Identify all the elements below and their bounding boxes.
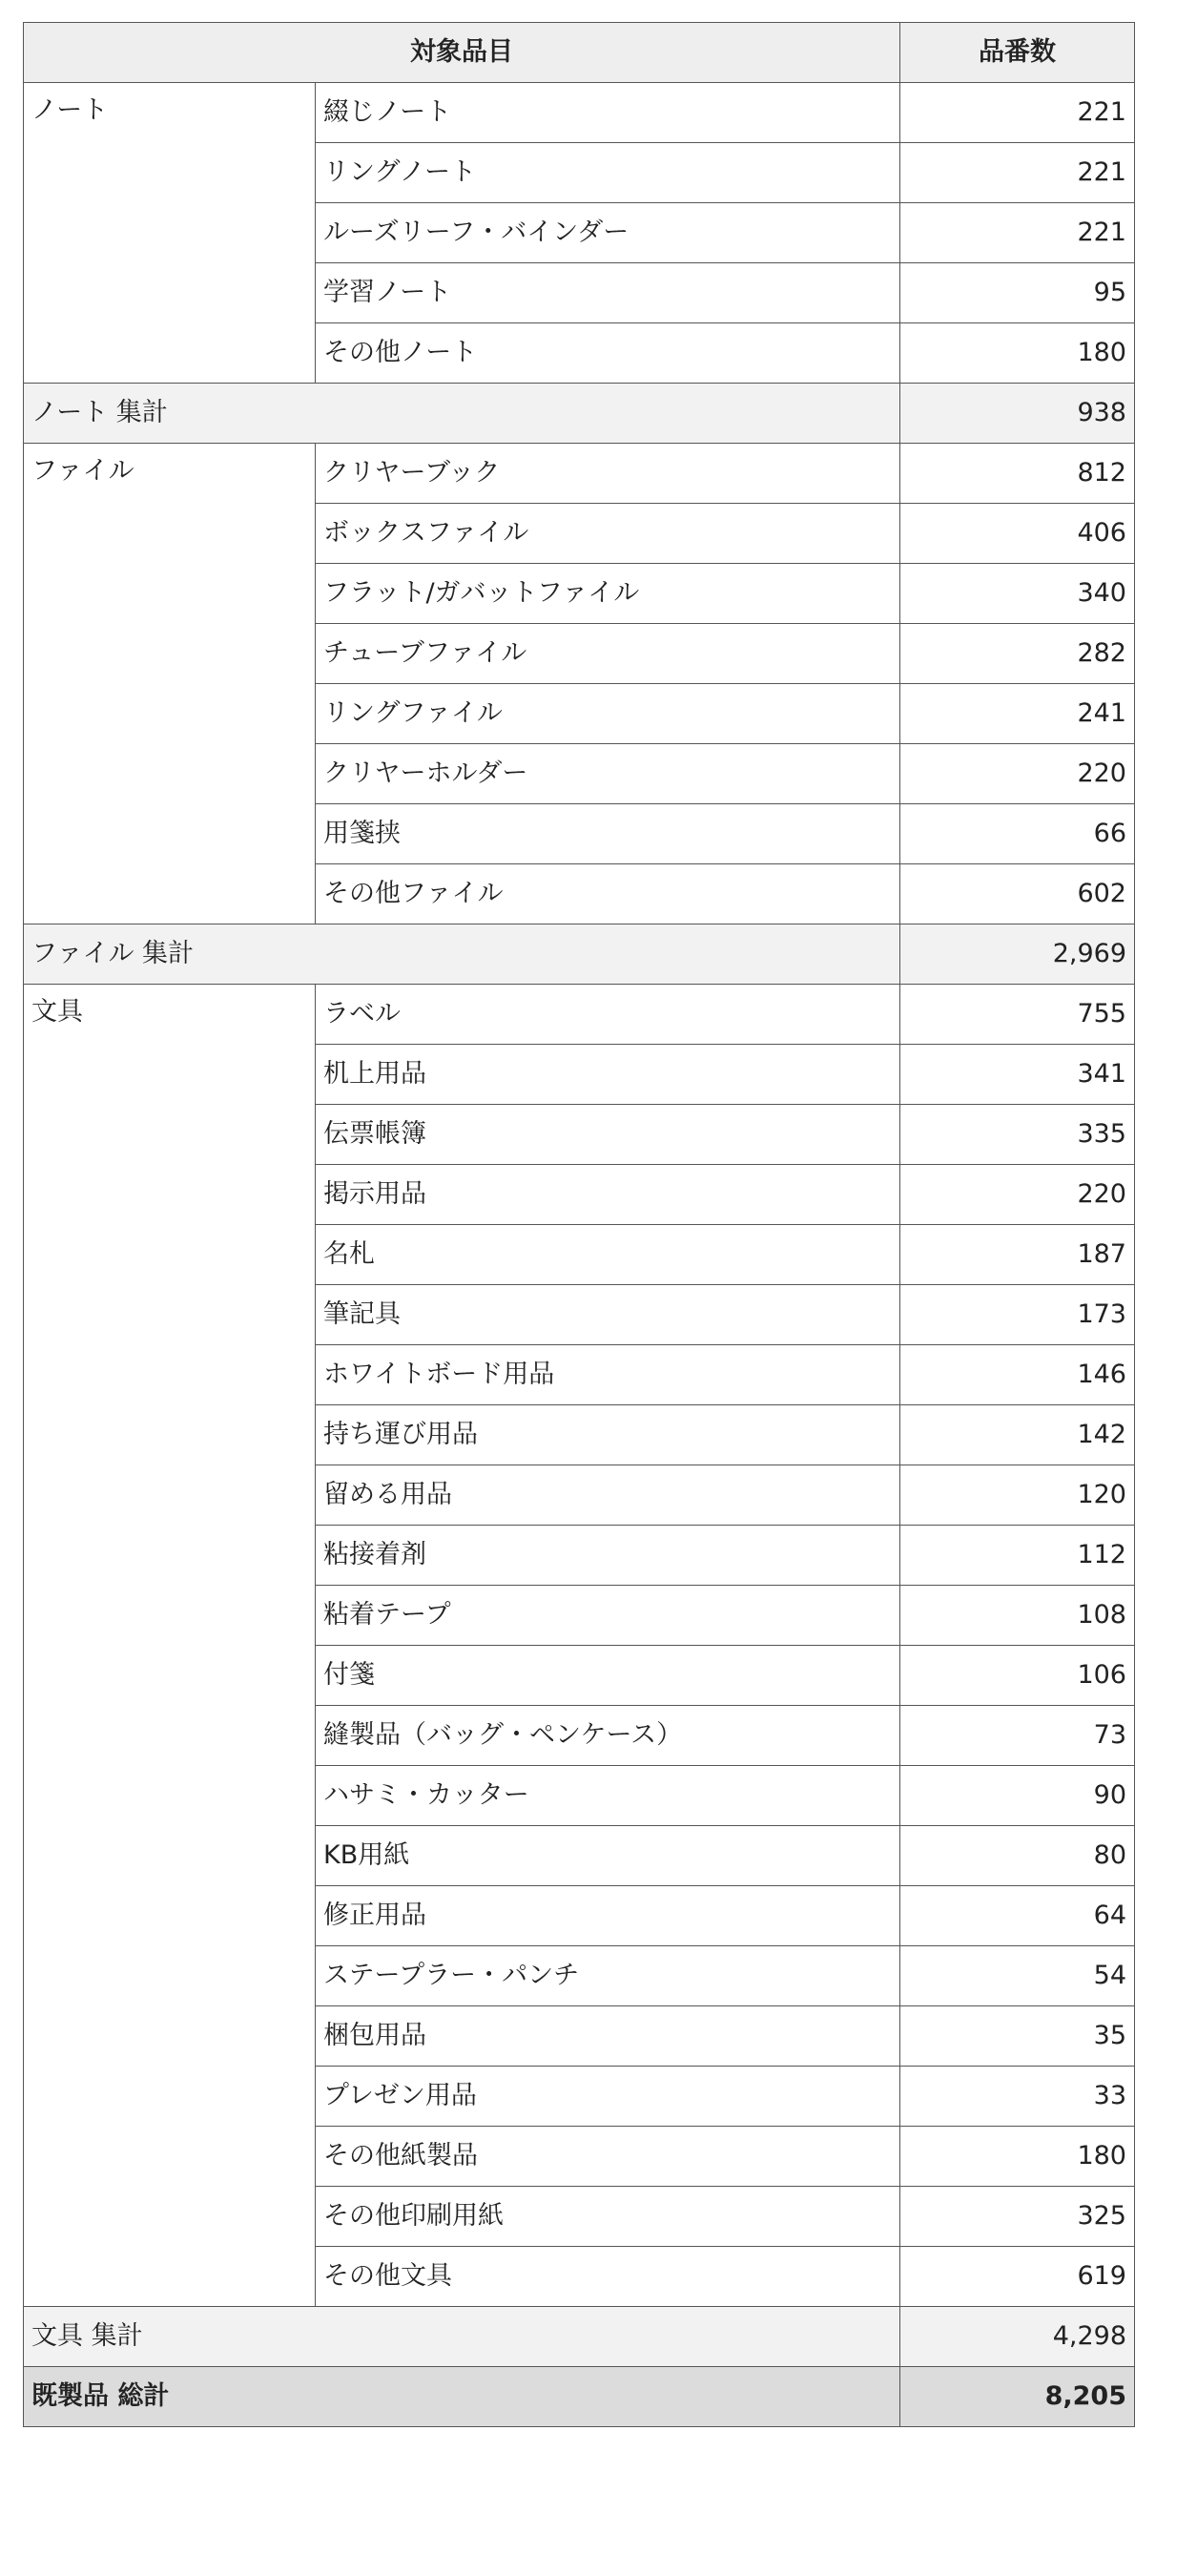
header-count: 品番数 xyxy=(900,23,1135,83)
item-cell: その他文具 xyxy=(316,2247,900,2307)
item-cell: 付箋 xyxy=(316,1646,900,1706)
subtotal-row xyxy=(24,384,1135,444)
count-cell: 54 xyxy=(900,1946,1135,2006)
count-cell: 220 xyxy=(900,1165,1135,1225)
count-cell: 335 xyxy=(900,1105,1135,1165)
grand-total-row xyxy=(24,2367,1135,2427)
count-cell: 142 xyxy=(900,1405,1135,1465)
subtotal-label: ファイル 集計 xyxy=(24,924,900,985)
header-item: 対象品目 xyxy=(24,23,900,83)
count-cell: 221 xyxy=(900,143,1135,203)
item-cell: クリヤーホルダー xyxy=(316,744,900,804)
count-cell: 282 xyxy=(900,624,1135,684)
item-cell: KB用紙 xyxy=(316,1826,900,1886)
item-cell: チューブファイル xyxy=(316,624,900,684)
item-cell: その他ファイル xyxy=(316,864,900,924)
count-cell: 146 xyxy=(900,1345,1135,1405)
item-cell: ラベル xyxy=(316,985,900,1045)
item-cell: ステープラー・パンチ xyxy=(316,1946,900,2006)
item-cell: 学習ノート xyxy=(316,263,900,323)
subtotal-count: 938 xyxy=(900,384,1135,444)
count-cell: 221 xyxy=(900,83,1135,143)
item-cell: 粘着テープ xyxy=(316,1586,900,1646)
table-row xyxy=(24,985,1135,1045)
count-cell: 35 xyxy=(900,2006,1135,2067)
item-cell: 修正用品 xyxy=(316,1886,900,1946)
table-row xyxy=(24,83,1135,143)
category-cell: 文具 xyxy=(24,985,316,2307)
count-cell: 755 xyxy=(900,985,1135,1045)
item-cell: リングファイル xyxy=(316,684,900,744)
item-cell: ハサミ・カッター xyxy=(316,1766,900,1826)
item-cell: 掲示用品 xyxy=(316,1165,900,1225)
item-cell: 用箋挟 xyxy=(316,804,900,864)
item-cell: 粘接着剤 xyxy=(316,1526,900,1586)
count-cell: 406 xyxy=(900,504,1135,564)
item-cell: ルーズリーフ・バインダー xyxy=(316,203,900,263)
item-cell: 机上用品 xyxy=(316,1045,900,1105)
count-cell: 66 xyxy=(900,804,1135,864)
subtotal-label: 文具 集計 xyxy=(24,2307,900,2367)
item-cell: 名札 xyxy=(316,1225,900,1285)
item-cell: リングノート xyxy=(316,143,900,203)
category-cell: ファイル xyxy=(24,444,316,924)
item-cell: 筆記具 xyxy=(316,1285,900,1345)
count-cell: 340 xyxy=(900,564,1135,624)
item-cell: フラット/ガバットファイル xyxy=(316,564,900,624)
count-cell: 221 xyxy=(900,203,1135,263)
count-cell: 241 xyxy=(900,684,1135,744)
item-cell: 綴じノート xyxy=(316,83,900,143)
count-cell: 341 xyxy=(900,1045,1135,1105)
item-cell: ボックスファイル xyxy=(316,504,900,564)
item-cell: プレゼン用品 xyxy=(316,2067,900,2127)
count-cell: 180 xyxy=(900,2127,1135,2187)
header-row xyxy=(24,23,1135,83)
item-cell: 梱包用品 xyxy=(316,2006,900,2067)
item-cell: その他ノート xyxy=(316,323,900,384)
item-cell: 持ち運び用品 xyxy=(316,1405,900,1465)
product-count-table xyxy=(23,22,1135,2427)
count-cell: 64 xyxy=(900,1886,1135,1946)
item-cell: 伝票帳簿 xyxy=(316,1105,900,1165)
count-cell: 108 xyxy=(900,1586,1135,1646)
subtotal-row xyxy=(24,2307,1135,2367)
count-cell: 173 xyxy=(900,1285,1135,1345)
count-cell: 112 xyxy=(900,1526,1135,1586)
count-cell: 325 xyxy=(900,2187,1135,2247)
count-cell: 33 xyxy=(900,2067,1135,2127)
item-cell: 縫製品（バッグ・ペンケース） xyxy=(316,1706,900,1766)
item-cell: その他紙製品 xyxy=(316,2127,900,2187)
table-body xyxy=(24,83,1135,2427)
table-row xyxy=(24,444,1135,504)
item-cell: ホワイトボード用品 xyxy=(316,1345,900,1405)
subtotal-row xyxy=(24,924,1135,985)
grand-total-label: 既製品 総計 xyxy=(24,2367,900,2427)
count-cell: 90 xyxy=(900,1766,1135,1826)
subtotal-label: ノート 集計 xyxy=(24,384,900,444)
count-cell: 73 xyxy=(900,1706,1135,1766)
subtotal-count: 2,969 xyxy=(900,924,1135,985)
subtotal-count: 4,298 xyxy=(900,2307,1135,2367)
count-cell: 812 xyxy=(900,444,1135,504)
count-cell: 602 xyxy=(900,864,1135,924)
count-cell: 187 xyxy=(900,1225,1135,1285)
count-cell: 619 xyxy=(900,2247,1135,2307)
count-cell: 106 xyxy=(900,1646,1135,1706)
count-cell: 180 xyxy=(900,323,1135,384)
grand-total-count: 8,205 xyxy=(900,2367,1135,2427)
item-cell: クリヤーブック xyxy=(316,444,900,504)
item-cell: 留める用品 xyxy=(316,1465,900,1526)
count-cell: 220 xyxy=(900,744,1135,804)
item-cell: その他印刷用紙 xyxy=(316,2187,900,2247)
count-cell: 80 xyxy=(900,1826,1135,1886)
category-cell: ノート xyxy=(24,83,316,384)
count-cell: 95 xyxy=(900,263,1135,323)
count-cell: 120 xyxy=(900,1465,1135,1526)
